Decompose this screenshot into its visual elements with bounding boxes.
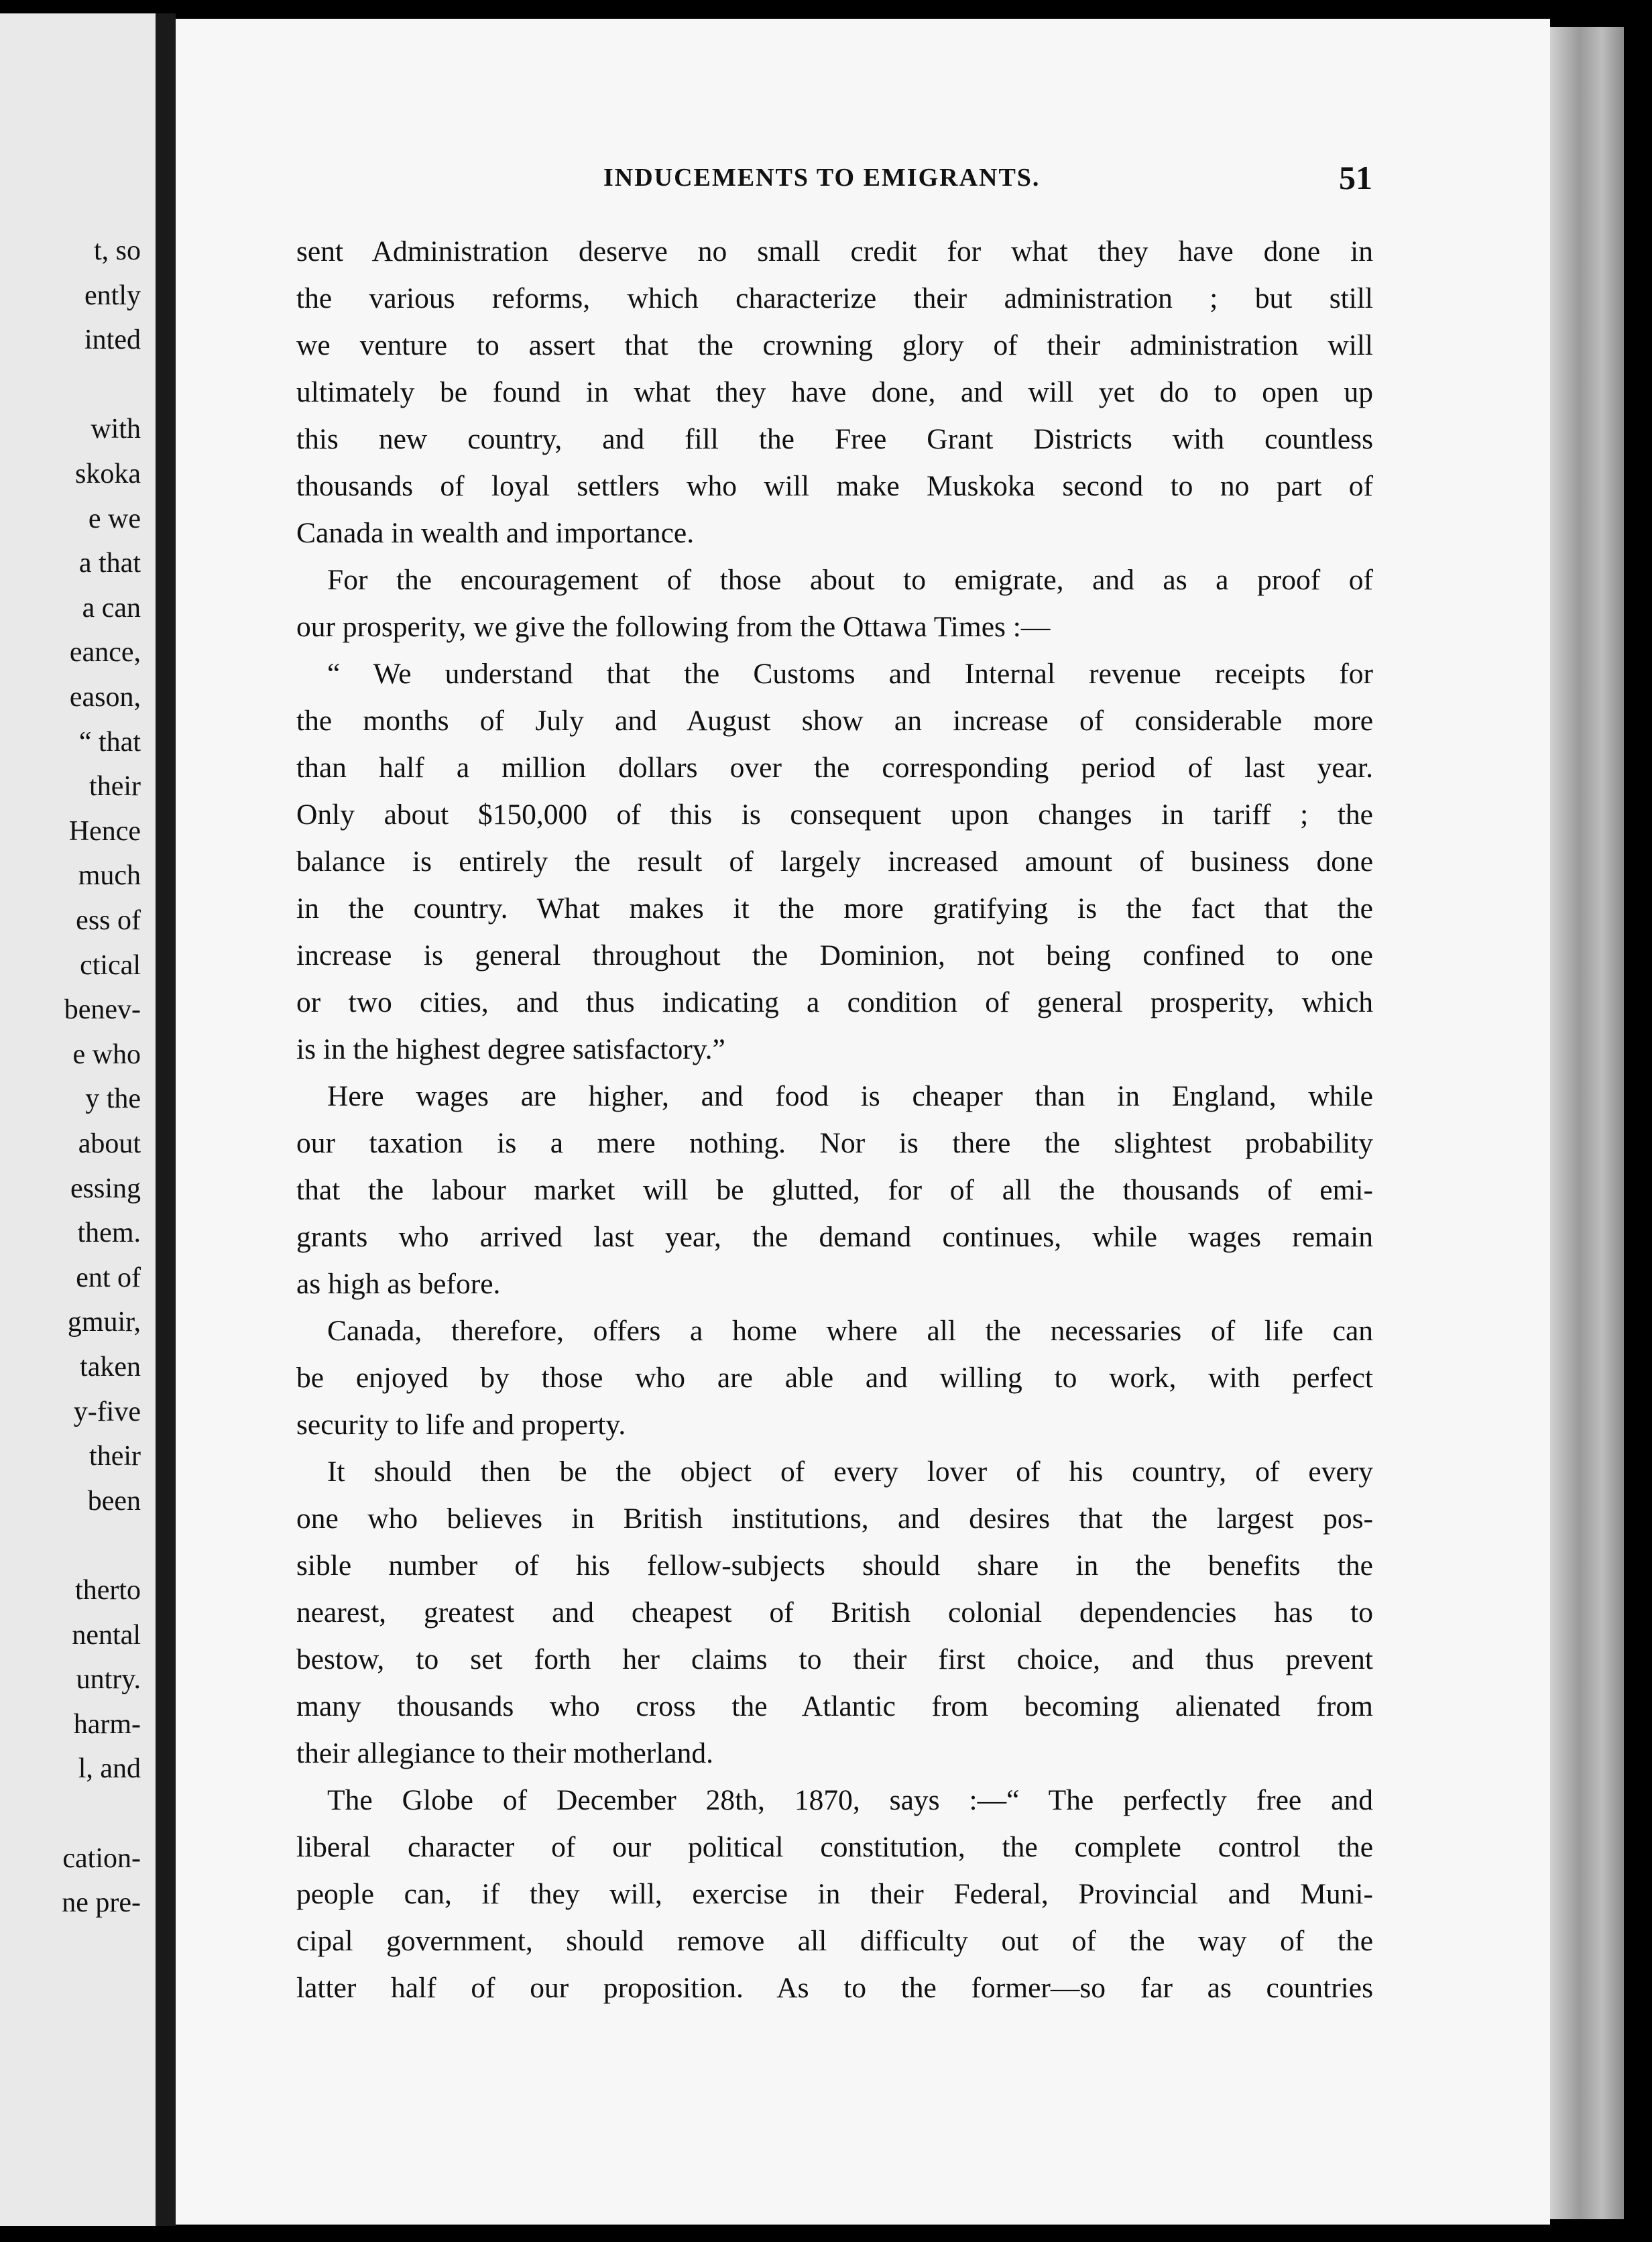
text-line: sible number of his fellow-subjects should share in the benefits the [296,1549,1373,1582]
left-page-fragment: ne pre- [62,1887,141,1919]
text-line: the months of July and August show an increase of considerable more [296,705,1373,737]
page-number: 51 [1339,159,1372,196]
left-page-fragment: eance, [69,637,141,668]
left-page-fragment: ently [84,280,141,311]
left-page-fragment: Hence [68,815,141,847]
text-line: cipal government, should remove all difficulty out of the way of the [296,1925,1373,1957]
left-page-fragment: their [89,1441,141,1472]
left-page-fragment: ess of [76,905,141,936]
left-page-fragment: ent of [76,1262,141,1293]
left-page-fragment: them. [77,1218,141,1249]
text-line: balance is entirely the result of largely increased amount of business done [296,845,1373,878]
text-line: or two cities, and thus indicating a condition of general prosperity, which [296,986,1373,1018]
text-line: than half a million dollars over the corresponding period of last year. [296,752,1373,784]
text-line: we venture to assert that the crowning glory of their administration will [296,329,1373,361]
left-page-fragment: nental [72,1619,141,1651]
text-line: nearest, greatest and cheapest of British colonial dependencies has to [296,1596,1373,1629]
left-page-fragment: much [78,860,141,892]
body-text [296,228,1373,2011]
text-line: Only about $150,000 of this is consequent upon changes in tariff ; the [296,799,1373,831]
left-page-fragment: harm- [73,1708,141,1740]
text-line: as high as before. [296,1268,501,1300]
text-line: security to life and property. [296,1409,626,1441]
text-line: is in the highest degree satisfactory.” [296,1033,725,1065]
text-line: sent Administration deserve no small credit for what they have done in [296,235,1373,268]
left-page-fragment: cation- [62,1842,141,1874]
text-line: Here wages are higher, and food is cheaper than in England, while [327,1080,1373,1112]
left-page-fragment: l, and [78,1753,141,1785]
left-page-fragment: ctical [80,949,141,981]
book-gutter [156,13,176,2226]
left-page-fragment: with [91,414,141,445]
left-page-fragment: therto [75,1575,141,1606]
left-page-fragment: e we [88,503,141,534]
left-page-fragment: “ that [78,726,141,758]
text-line: the various reforms, which characterize their administration ; but still [296,282,1373,314]
left-page-fragment: t, so [93,235,141,266]
left-page-fragment: taken [80,1352,141,1382]
left-page-fragment: y-five [73,1396,141,1427]
text-line: ultimately be found in what they have done, and will yet do to open up [296,376,1373,408]
left-page-fragment: eason, [69,682,141,713]
left-page-fragment: a can [82,592,141,624]
text-line: grants who arrived last year, the demand continues, while wages remain [296,1221,1373,1253]
left-page-fragment: their [89,771,141,803]
text-line: this new country, and fill the Free Grant Districts with countless [296,423,1373,455]
left-page-fragment: y the [85,1083,141,1115]
left-page-fragment: e who [72,1039,141,1070]
text-line: people can, if they will, exercise in their Federal, Provincial and Muni- [296,1878,1373,1910]
text-line: The Globe of December 28th, 1870, says :—“ The perfectly free and [327,1784,1373,1816]
text-line: thousands of loyal settlers who will make Muskoka second to no part of [296,470,1373,502]
left-facing-page [0,13,156,2226]
text-line: that the labour market will be glutted, for of all the thousands of emi- [296,1174,1373,1206]
text-line: be enjoyed by those who are able and willing to work, with perfect [296,1362,1373,1394]
text-line: liberal character of our political constitution, the complete control the [296,1831,1373,1863]
text-line: Canada, therefore, offers a home where all the necessaries of life can [327,1315,1373,1347]
text-line: bestow, to set forth her claims to their first choice, and thus prevent [296,1643,1373,1675]
left-page-fragment: skoka [75,459,141,489]
running-head: INDUCEMENTS TO EMIGRANTS. [603,164,1041,192]
text-line: increase is general throughout the Dominion, not being confined to one [296,939,1373,971]
left-page-fragment: benev- [64,994,141,1026]
page-edge [1550,27,1624,2219]
text-line: It should then be the object of every lover of his country, of every [327,1456,1373,1488]
text-line: their allegiance to their motherland. [296,1737,714,1769]
left-page-fragment: inted [84,324,141,356]
text-line: many thousands who cross the Atlantic from becoming alienated from [296,1690,1373,1722]
text-line: latter half of our proposition. As to the former—so far as countries [296,1972,1373,2004]
text-line: one who believes in British institutions, and desires that the largest pos- [296,1502,1373,1535]
text-line: “ We understand that the Customs and Internal revenue receipts for [327,658,1373,690]
left-page-fragment: been [87,1485,141,1517]
left-page-fragment: essing [70,1173,141,1204]
text-line: For the encouragement of those about to emigrate, and as a proof of [327,564,1373,596]
left-page-fragment: about [78,1128,141,1159]
text-line: our prosperity, we give the following from the Ottawa Times :— [296,611,1051,643]
left-page-fragment: a that [78,548,141,579]
text-line: our taxation is a mere nothing. Nor is there the slightest probability [296,1127,1373,1159]
text-line: in the country. What makes it the more gratifying is the fact that the [296,892,1373,925]
left-page-fragment: untry. [76,1664,141,1696]
left-page-fragment: gmuir, [67,1307,141,1338]
text-line: Canada in wealth and importance. [296,517,695,549]
